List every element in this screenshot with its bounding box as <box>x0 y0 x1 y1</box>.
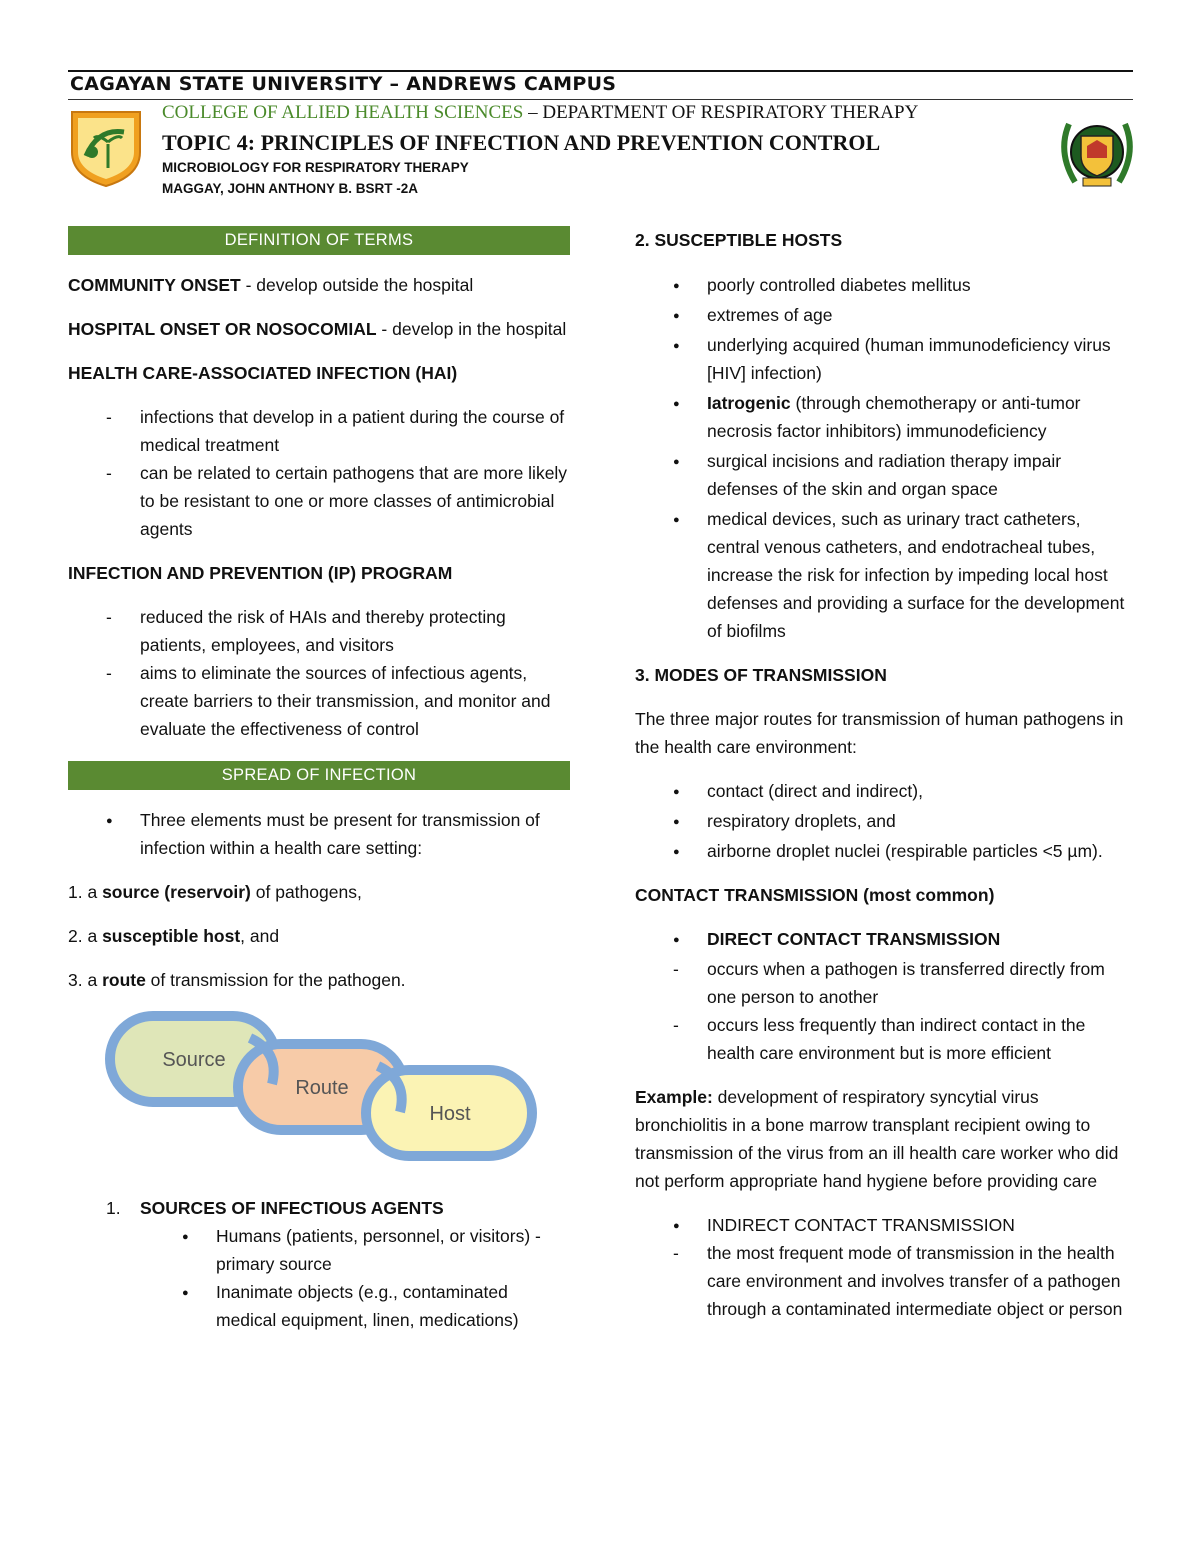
direct-contact-list <box>635 925 1135 1067</box>
list-item: ● airborne droplet nuclei (respirable particles <5 µm). <box>673 841 1103 861</box>
list-item: ● Three elements must be present for transmission of infection within a health care setting: <box>106 810 540 858</box>
indirect-contact-list <box>635 1211 1135 1323</box>
header-rule <box>68 99 1133 100</box>
list-item: ● Humans (patients, personnel, or visitors) - primary source <box>182 1226 541 1274</box>
spread-list <box>68 806 570 862</box>
list-item: - aims to eliminate the sources of infectious agents, create barriers to their transmission, and monitor and evaluate the effectiveness of control <box>106 663 551 739</box>
list-item: ● INDIRECT CONTACT TRANSMISSION <box>673 1215 1015 1235</box>
list-item: - the most frequent mode of transmission in the health care environment and involves transfer of a pathogen through a contaminated intermediate object or person <box>673 1243 1123 1319</box>
element-host: 2. a susceptible host, and <box>68 926 280 946</box>
topic-title: TOPIC 4: PRINCIPLES OF INFECTION AND PREVENTION CONTROL <box>162 130 881 155</box>
example-paragraph: Example: development of respiratory syncytial virus bronchiolitis in a bone marrow transplant recipient owing to transmission of the virus from an ill health care worker who did not perform appropriate hand hygiene before providing care <box>635 1087 1119 1191</box>
element-source: 1. a source (reservoir) of pathogens, <box>68 882 362 902</box>
author-name: MAGGAY, JOHN ANTHONY B. BSRT -2A <box>162 181 419 196</box>
list-item: ● Inanimate objects (e.g., contaminated medical equipment, linen, medications) <box>182 1282 519 1330</box>
route-label: Route <box>295 1077 349 1099</box>
community-onset-definition: COMMUNITY ONSET - develop outside the hospital <box>68 275 474 295</box>
header-rule-top <box>68 70 1133 72</box>
hospital-onset-definition: HOSPITAL ONSET OR NOSOCOMIAL - develop in the hospital <box>68 319 567 339</box>
modes-intro: The three major routes for transmission of human pathogens in the health care environment: <box>635 709 1124 757</box>
contact-transmission-heading: CONTACT TRANSMISSION (most common) <box>635 885 995 905</box>
university-name: CAGAYAN STATE UNIVERSITY – ANDREWS CAMPUS <box>70 73 617 95</box>
list-item: - reduced the risk of HAIs and thereby protecting patients, employees, and visitors <box>106 607 506 655</box>
list-item: - can be related to certain pathogens that are more likely to be resistant to one or more classes of antimicrobial agents <box>106 463 568 539</box>
ip-list <box>68 603 570 743</box>
list-item: 1. SOURCES OF INFECTIOUS AGENTS <box>106 1198 444 1218</box>
list-item: ● underlying acquired (human immunodeficiency virus [HIV] infection) <box>673 335 1111 383</box>
list-item: ● extremes of age <box>673 305 833 325</box>
course-name: MICROBIOLOGY FOR RESPIRATORY THERAPY <box>162 160 469 175</box>
hosts-list <box>635 271 1135 645</box>
host-label: Host <box>429 1103 471 1125</box>
college-seal-icon <box>1055 112 1139 192</box>
right-column <box>635 226 1135 1323</box>
hai-list <box>68 403 570 543</box>
list-item: ● medical devices, such as urinary tract catheters, central venous catheters, and endotracheal tubes, increase the risk for infection by impeding local host defenses and providing a surface for the development of biofilms <box>673 509 1125 641</box>
list-item: - infections that develop in a patient during the course of medical treatment <box>106 407 565 455</box>
modes-heading: 3. MODES OF TRANSMISSION <box>635 665 887 685</box>
modes-list <box>635 777 1135 865</box>
list-item: ● Iatrogenic (through chemotherapy or anti-tumor necrosis factor inhibitors) immunodeficiency <box>673 393 1081 441</box>
spread-section-bar: SPREAD OF INFECTION <box>68 761 570 790</box>
hai-heading: HEALTH CARE-ASSOCIATED INFECTION (HAI) <box>68 363 458 383</box>
ip-program-heading: INFECTION AND PREVENTION (IP) PROGRAM <box>68 563 453 583</box>
list-item: - occurs when a pathogen is transferred directly from one person to another <box>673 959 1105 1007</box>
list-item: ● contact (direct and indirect), <box>673 781 923 801</box>
sources-sub-list <box>68 1222 570 1334</box>
list-item: - occurs less frequently than indirect contact in the health care environment but is more efficient <box>673 1015 1086 1063</box>
element-route: 3. a route of transmission for the pathogen. <box>68 970 406 990</box>
definition-section-bar: DEFINITION OF TERMS <box>68 226 570 255</box>
hosts-heading: 2. SUSCEPTIBLE HOSTS <box>635 230 843 250</box>
college-department: COLLEGE OF ALLIED HEALTH SCIENCES – DEPARTMENT OF RESPIRATORY THERAPY <box>162 102 919 123</box>
sources-list <box>68 1194 570 1222</box>
chain-of-infection-diagram <box>104 1008 544 1168</box>
university-logo-icon <box>68 108 144 188</box>
list-item: ● DIRECT CONTACT TRANSMISSION <box>673 929 1001 949</box>
list-item: ● poorly controlled diabetes mellitus <box>673 275 971 295</box>
left-column <box>68 226 570 1334</box>
list-item: ● respiratory droplets, and <box>673 811 896 831</box>
list-item: ● surgical incisions and radiation therapy impair defenses of the skin and organ space <box>673 451 1062 499</box>
source-label: Source <box>162 1049 226 1071</box>
